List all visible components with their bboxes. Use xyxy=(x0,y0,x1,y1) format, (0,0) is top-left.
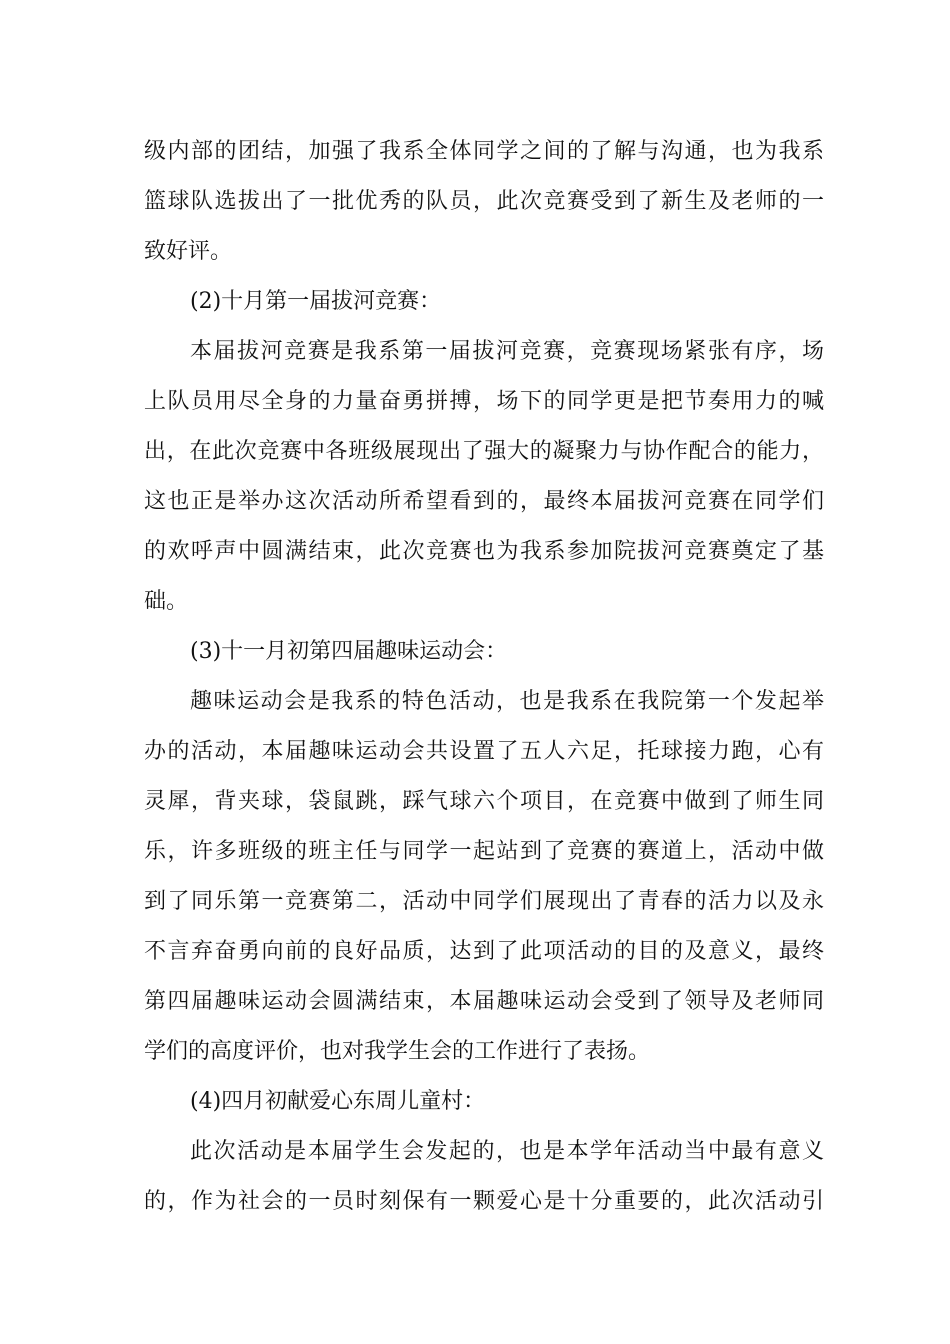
text-line: 第四届趣味运动会圆满结束，本届趣味运动会受到了领导及老师同 xyxy=(144,989,824,1014)
text-line: 办的活动，本届趣味运动会共设置了五人六足，托球接力跑，心有 xyxy=(144,739,824,764)
text-line: 致好评。 xyxy=(144,239,233,264)
text-line: 不言弃奋勇向前的良好品质，达到了此项活动的目的及意义，最终 xyxy=(144,939,824,964)
text-line: 这也正是举办这次活动所希望看到的，最终本届拔河竞赛在同学们 xyxy=(144,489,824,514)
text-line: 本届拔河竞赛是我系第一届拔河竞赛，竞赛现场紧张有序，场 xyxy=(190,339,824,364)
text-line: 篮球队选拔出了一批优秀的队员，此次竞赛受到了新生及老师的一 xyxy=(144,189,824,214)
text-line: 的，作为社会的一员时刻保有一颗爱心是十分重要的，此次活动引 xyxy=(144,1189,824,1214)
section-heading: (4)四月初献爱心东周儿童村： xyxy=(190,1089,486,1114)
section-heading: (2)十月第一届拔河竞赛： xyxy=(190,289,442,314)
text-line: 上队员用尽全身的力量奋勇拼搏，场下的同学更是把节奏用力的喊 xyxy=(144,389,824,414)
text-line: 趣味运动会是我系的特色活动，也是我系在我院第一个发起举 xyxy=(190,689,824,714)
section-heading: (3)十一月初第四届趣味运动会： xyxy=(190,639,508,664)
text-line: 的欢呼声中圆满结束，此次竞赛也为我系参加院拔河竞赛奠定了基 xyxy=(144,539,824,564)
text-line: 出，在此次竞赛中各班级展现出了强大的凝聚力与协作配合的能力， xyxy=(144,439,824,464)
text-line: 础。 xyxy=(144,589,189,614)
text-line: 学们的高度评价，也对我学生会的工作进行了表扬。 xyxy=(144,1039,651,1064)
text-line: 灵犀，背夹球，袋鼠跳，踩气球六个项目，在竞赛中做到了师生同 xyxy=(144,789,824,814)
text-line: 此次活动是本届学生会发起的，也是本学年活动当中最有意义 xyxy=(190,1139,824,1164)
text-line: 乐，许多班级的班主任与同学一起站到了竞赛的赛道上，活动中做 xyxy=(144,839,824,864)
text-line: 到了同乐第一竞赛第二，活动中同学们展现出了青春的活力以及永 xyxy=(144,889,824,914)
text-line: 级内部的团结，加强了我系全体同学之间的了解与沟通，也为我系 xyxy=(144,139,824,164)
